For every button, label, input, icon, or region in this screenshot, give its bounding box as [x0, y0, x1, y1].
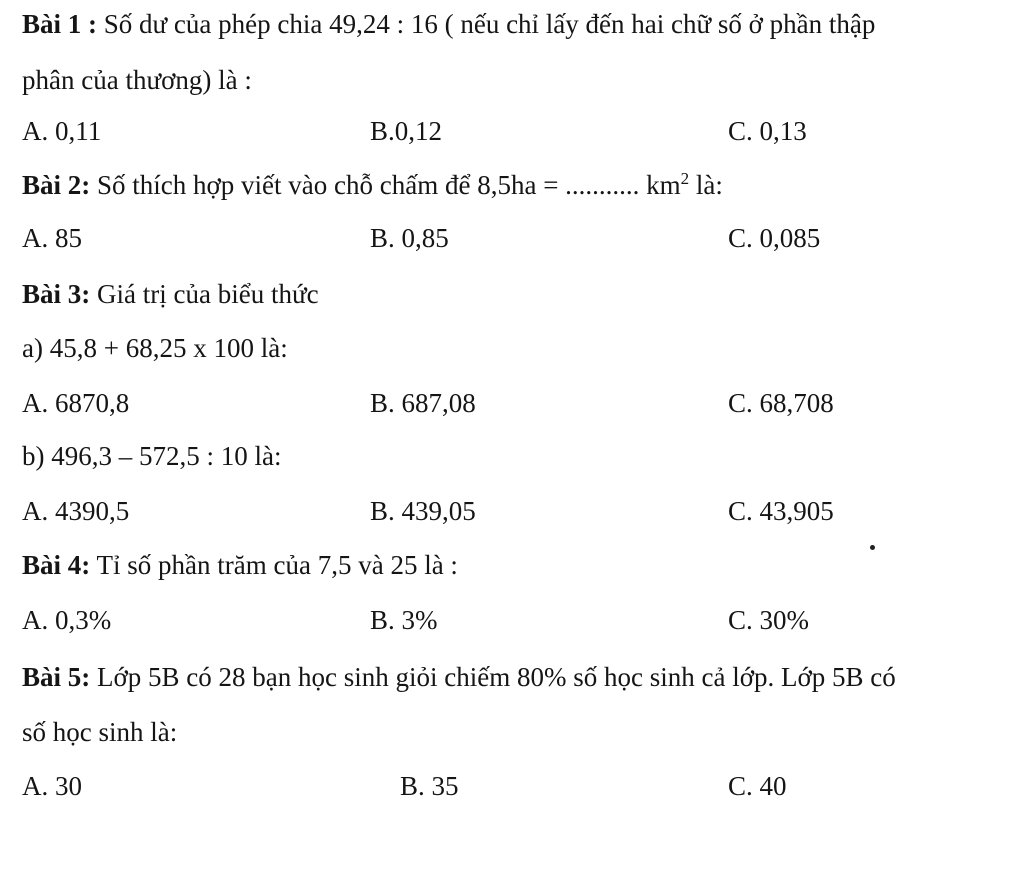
q3a-option-a: A. 6870,8: [22, 388, 130, 418]
q3b-option-c: C. 43,905: [728, 496, 834, 526]
q2-option-c: C. 0,085: [728, 223, 821, 253]
q2-superscript: 2: [680, 169, 690, 188]
q4-label: Bài 4:: [22, 550, 91, 580]
q3a-option-c: C. 68,708: [728, 388, 834, 418]
q1-option-c: C. 0,13: [728, 116, 807, 146]
q5-option-c: C. 40: [728, 771, 787, 801]
q3-line: [22, 278, 319, 310]
q3b-option-a: A. 4390,5: [22, 496, 130, 526]
q2-label: Bài 2:: [22, 170, 91, 200]
q5-option-b: B. 35: [400, 771, 459, 801]
q2-text-before: Số thích hợp viết vào chỗ chấm để 8,5ha = ........... km: [90, 170, 681, 200]
q2-option-b: B. 0,85: [370, 223, 449, 253]
q2-text-after: là:: [689, 170, 723, 200]
q2-option-a: A. 85: [22, 223, 82, 253]
q4-option-b: B. 3%: [370, 605, 438, 635]
q4-line: [22, 549, 458, 581]
q1-text-line1: Số dư của phép chia 49,24 : 16 ( nếu chỉ lấy đến hai chữ số ở phần thập: [97, 9, 876, 39]
q3a-option-b: B. 687,08: [370, 388, 476, 418]
q5-text-line2: số học sinh là:: [22, 717, 178, 747]
q3-label: Bài 3:: [22, 279, 91, 309]
q5-text-line1: Lớp 5B có 28 bạn học sinh giỏi chiếm 80% số học sinh cả lớp. Lớp 5B có: [90, 662, 896, 692]
q1-text-line2: phân của thương) là :: [22, 65, 252, 95]
q5-option-a: A. 30: [22, 771, 82, 801]
q3-part-a: a) 45,8 + 68,25 x 100 là:: [22, 333, 288, 363]
q1-option-a: A. 0,11: [22, 116, 102, 146]
q4-option-a: A. 0,3%: [22, 605, 112, 635]
scan-dot: [870, 545, 875, 550]
q4-option-c: C. 30%: [728, 605, 809, 635]
q3-part-b: b) 496,3 – 572,5 : 10 là:: [22, 441, 282, 471]
q5-label: Bài 5:: [22, 662, 91, 692]
q3-text: Giá trị của biểu thức: [90, 279, 319, 309]
q1-option-b: B.0,12: [370, 116, 443, 146]
q1-line1: [22, 8, 875, 40]
q4-text: Tỉ số phần trăm của 7,5 và 25 là :: [90, 550, 458, 580]
q3b-option-b: B. 439,05: [370, 496, 476, 526]
q2-line: [22, 169, 723, 201]
q5-line1: [22, 661, 896, 693]
q1-label: Bài 1 :: [22, 9, 98, 39]
